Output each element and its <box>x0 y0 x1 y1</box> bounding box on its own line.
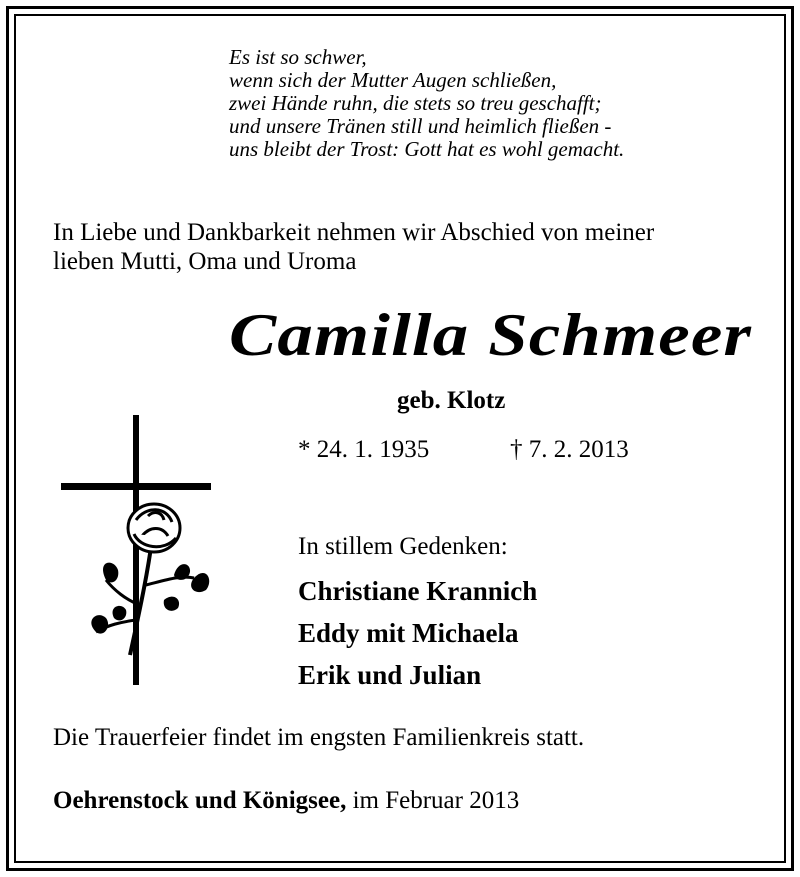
cross-with-rose-icon <box>56 410 216 690</box>
place-names: Oehrenstock und Königsee, <box>53 787 347 814</box>
poem <box>229 46 624 161</box>
poem-line: Es ist so schwer, <box>229 45 367 69</box>
mourner-name: Erik und Julian <box>298 660 482 690</box>
mourner-name: Christiane Krannich <box>298 576 538 606</box>
intro-line: In Liebe und Dankbarkeit nehmen wir Abschied von meiner <box>53 219 655 246</box>
poem-line: wenn sich der Mutter Augen schließen, <box>229 68 557 92</box>
date-text: im Februar 2013 <box>346 787 520 814</box>
place-and-date <box>53 787 519 815</box>
death-date: † 7. 2. 2013 <box>510 436 629 463</box>
poem-line: und unsere Tränen still und heimlich fließen - <box>229 114 612 138</box>
maiden-name: geb. Klotz <box>397 387 506 414</box>
intro-text <box>53 218 654 276</box>
poem-line: uns bleibt der Trost: Gott hat es wohl gemacht. <box>229 137 625 161</box>
mourner-name: Eddy mit Michaela <box>298 618 519 648</box>
deceased-name: Camilla Schmeer <box>229 302 753 368</box>
birth-date: * 24. 1. 1935 <box>298 436 430 463</box>
mourners-list <box>298 570 537 696</box>
poem-line: zwei Hände ruhn, die stets so treu geschafft; <box>229 91 602 115</box>
intro-line: lieben Mutti, Oma und Uroma <box>53 248 357 275</box>
gedenken-label: In stillem Gedenken: <box>298 533 508 560</box>
funeral-note: Die Trauerfeier findet im engsten Familienkreis statt. <box>53 724 585 751</box>
